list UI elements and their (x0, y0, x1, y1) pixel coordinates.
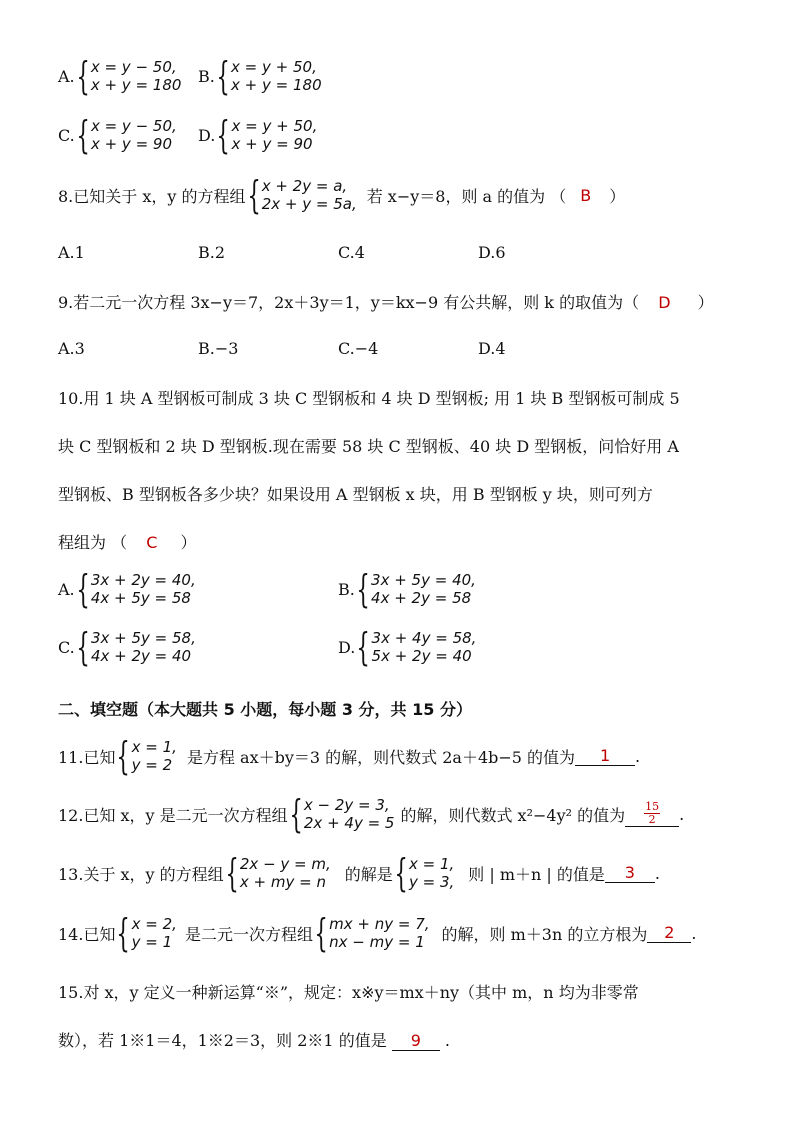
q10-option-d: D. { 3x + 4y = 58, 5x + 2y = 40 (338, 625, 477, 669)
question-9: 9.若二元一次方程 3x−y＝7，2x＋3y＝1，y＝kx−9 有公共解，则 k 的取值为（ D ） (58, 293, 714, 312)
question-13: 13.关于 x，y 的方程组 { 2x − y = m, x + my = n 的解是 { x = 1, y = 3, 则 | m＋n | 的值是 3 . (58, 851, 660, 895)
equation-system: { 2x − y = m, x + my = n (225, 851, 331, 895)
q7-option-a: A. { x = y − 50, x + y = 180 (58, 54, 182, 98)
equation-system: { 3x + 5y = 40, 4x + 2y = 58 (356, 567, 476, 611)
answer-blank: 9 (392, 1031, 440, 1051)
equation-system: { x + 2y = a, 2x + y = 5a, (246, 173, 357, 217)
equation-system: { 3x + 5y = 58, 4x + 2y = 40 (76, 625, 196, 669)
question-15-line-2: 数），若 1※1＝4，1※2＝3，则 2※1 的值是 9 . (58, 1031, 450, 1050)
answer-blank: 2 (647, 923, 691, 943)
answer-blank (625, 801, 679, 827)
equation-system: { x = y − 50, x + y = 90 (76, 113, 177, 157)
fraction-answer: $\frac{15}{2}$ (645, 800, 660, 826)
question-10-line-2: 块 C 型钢板和 2 块 D 型钢板.现在需要 58 块 C 型钢板、40 块 D 型钢板，问恰好用 A (58, 437, 679, 456)
equation-system: { x = y − 50, x + y = 180 (76, 54, 182, 98)
question-12: 12.已知 x，y 是二元一次方程组 { x − 2y = 3, 2x + 4y = 5 的解，则代数式 x²−4y² 的值为 $\frac{15}{2}$ . (58, 792, 685, 836)
question-8: 8.已知关于 x，y 的方程组 { x + 2y = a, 2x + y = 5a, 若 x−y＝8，则 a 的值为 （ B ） (58, 173, 626, 217)
q7-option-b: B. { x = y + 50, x + y = 180 (198, 54, 322, 98)
question-15-line-1: 15.对 x，y 定义一种新运算“※”，规定：x※y＝mx＋ny（其中 m，n 均为非零常 (58, 983, 639, 1002)
q10-option-a: A. { 3x + 2y = 40, 4x + 5y = 58 (58, 567, 196, 611)
answer-blank: 1 (575, 746, 635, 766)
equation-system: { x = 2, y = 1 (116, 911, 177, 955)
question-10-line-4: 程组为 （ C ） (58, 533, 197, 552)
question-10-line-1: 10.用 1 块 A 型钢板可制成 3 块 C 型钢板和 4 块 D 型钢板; 用 1 块 B 型钢板可制成 5 (58, 389, 680, 408)
equation-system: { x = y + 50, x + y = 180 (216, 54, 322, 98)
q10-option-b: B. { 3x + 5y = 40, 4x + 2y = 58 (338, 567, 476, 611)
answer-mark: B (580, 185, 592, 205)
equation-system: { x = 1, y = 2 (116, 734, 177, 778)
q7-option-d: D. { x = y + 50, x + y = 90 (198, 113, 318, 157)
question-14: 14.已知 { x = 2, y = 1 是二元一次方程组 { mx + ny = 7, nx − my = 1 的解，则 m＋3n 的立方根为 2 . (58, 911, 697, 955)
equation-system: { 3x + 4y = 58, 5x + 2y = 40 (356, 625, 477, 669)
equation-system: { x = 1, y = 3, (394, 851, 455, 895)
q7-option-c: C. { x = y − 50, x + y = 90 (58, 113, 177, 157)
equation-system: { mx + ny = 7, nx − my = 1 (314, 911, 430, 955)
question-11: 11.已知 { x = 1, y = 2 是方程 ax＋by＝3 的解，则代数式 2a＋4b−5 的值为 1 . (58, 734, 641, 778)
answer-blank: 3 (605, 863, 655, 883)
section-heading: 二、填空题（本大题共 5 小题，每小题 3 分，共 15 分） (58, 700, 472, 719)
q10-option-c: C. { 3x + 5y = 58, 4x + 2y = 40 (58, 625, 196, 669)
worksheet-page: A. { x = y − 50, x + y = 180 B. { x = y + 50, x + y = 180 C. { x = y − 50, x + y = 90 D. { x = y + 50, x + y = 90 8.已知关于 x，y 的方程组 { x + 2y = a, 2x + y = 5a, 若 x−y＝8，则 a 的值为 （ B ） A.1 B.2 C.4 D.6 9.若二元一次方程 3x−y＝7，2x＋3y＝1，y＝kx−9 有公共解，则 k 的取值为（ D ） A.3 B.−3 C.−4 D.4 10.用 1 块 A 型钢板可制成 3 块 C 型钢板和 4 块 D 型钢板; 用 1 块 B 型钢板可制成 5 块 C 型钢板和 2 块 D 型钢板.现在需要 58 块 C 型钢板、40 块 D 型钢板，问恰好用 A 型钢板、B 型钢板各多少块？如果设用 A 型钢板 x 块，用 B 型钢板 y 块，则可列方 程组为 （ C ） A. { 3x + 2y = 40, 4x + 5y = 58 B. { 3x + 5y = 40, 4x + 2y = 58 C. { 3x + 5y = 58, 4x + 2y = 40 D. { 3x + 4y = 58, 5x + 2y = 40 二、填空题（本大题共 5 小题，每小题 3 分，共 15 分） 11.已知 { x = 1, y = 2 是方程 ax＋by＝3 的解，则代数式 2a＋4b−5 的值为 1 . 12.已知 x，y 是二元一次方程组 { x − 2y = 3, 2x + 4y = 5 的解，则代数式 x²−4y² 的值为 $\frac{15}{2}$ . 13.关于 x，y 的方程组 { 2x − y = m, x + my = n 的解是 { x = 1, y = 3, 则 | m＋n | 的值是 3 . 14.已知 { x = 2, y = 1 是二元一次方程组 { mx + ny = 7, nx − my = 1 的解，则 m＋3n 的立方根为 2 . 15.对 x，y 定义一种新运算“※”，规定：x※y＝mx＋ny（其中 m，n 均为非零常 数），若 1※1＝4，1※2＝3，则 2※1 的值是 9 . (58, 54, 714, 1050)
equation-system: { x = y + 50, x + y = 90 (216, 113, 318, 157)
equation-system: { 3x + 2y = 40, 4x + 5y = 58 (76, 567, 196, 611)
equation-system: { x − 2y = 3, 2x + 4y = 5 (289, 792, 395, 836)
answer-mark: D (658, 293, 671, 312)
question-10-line-3: 型钢板、B 型钢板各多少块？如果设用 A 型钢板 x 块，用 B 型钢板 y 块，则可列方 (58, 485, 653, 504)
answer-mark: C (146, 533, 158, 552)
question-text: 8.已知关于 x，y 的方程组 (58, 186, 246, 206)
